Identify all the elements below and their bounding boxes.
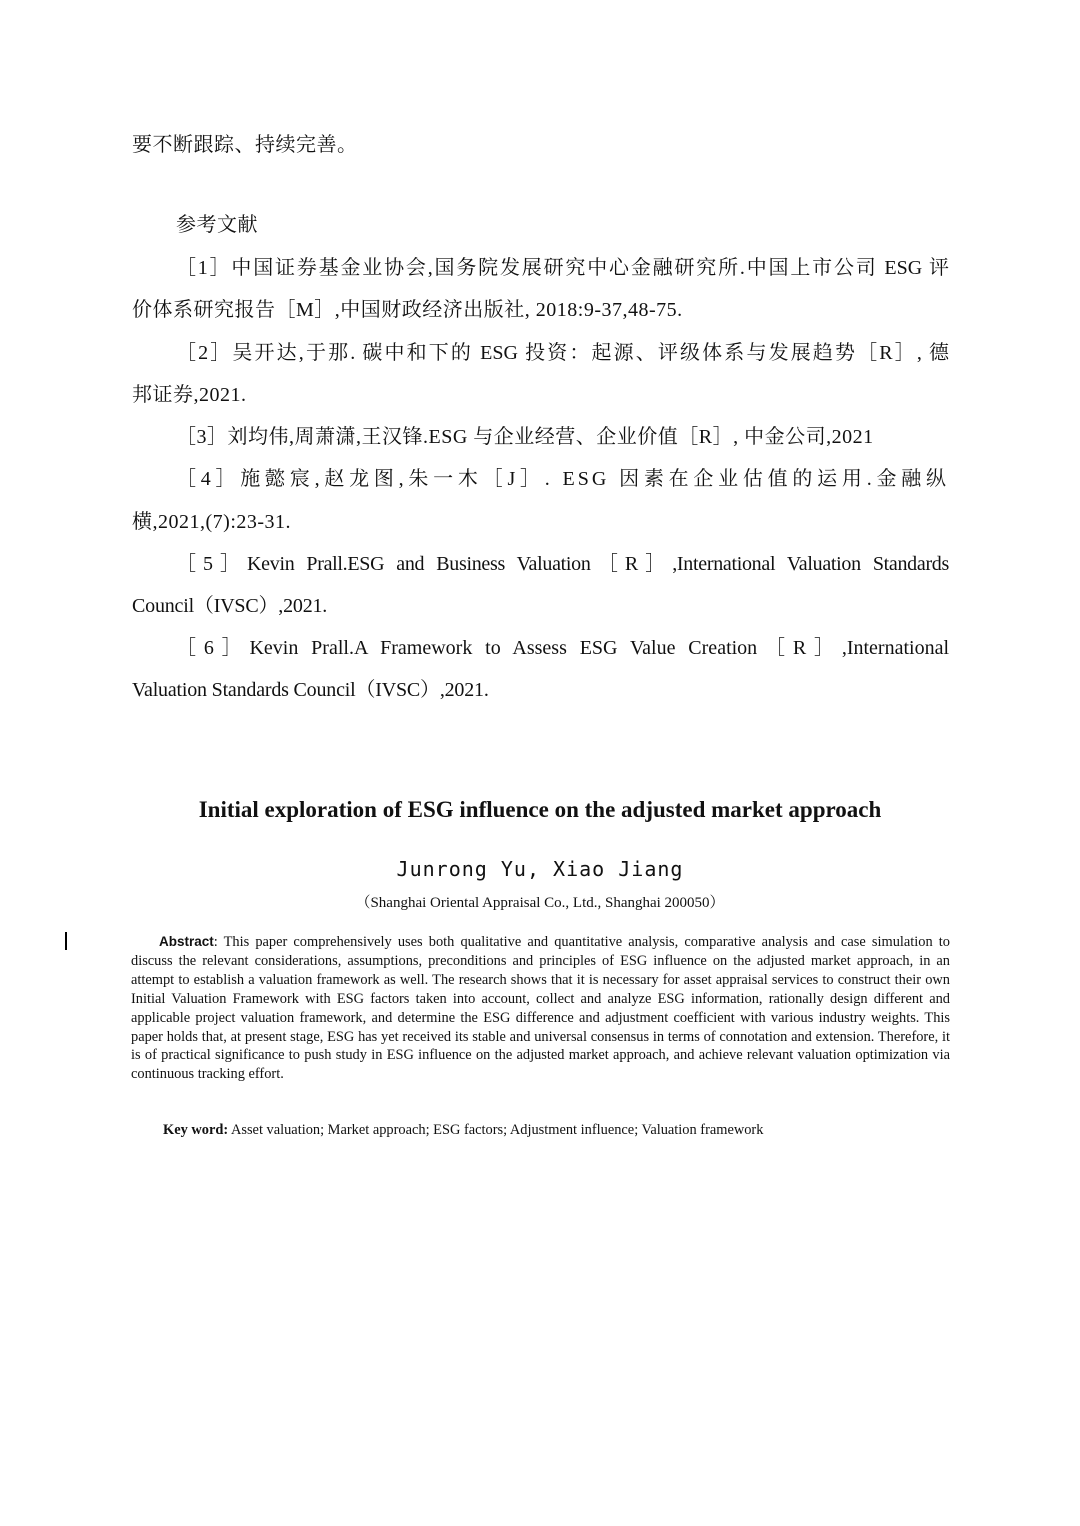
reference-4-line-2: 横,2021,(7):23-31. — [132, 511, 292, 533]
keywords-text: Asset valuation; Market approach; ESG factors; Adjustment influence; Valuation framework — [228, 1122, 764, 1138]
reference-2-line-1: ［2］吴开达,于那. 碳中和下的 ESG 投资：起源、评级体系与发展趋势［R］, 德 — [176, 342, 949, 364]
abstract-text: : This paper comprehensively uses both qualitative and quantitative analysis, comparative analysis and case simulation to discuss the relevant considerations, assumptions, preconditions and principles of ESG influence on the adjusted market approach, in an attempt to establish a valuation framework as well. The research shows that it is necessary for asset appraisal services to construct their own Initial Valuation Framework with ESG factors taken into account, collect and analyze ESG information, rationally design different and applicable project valuation framework, and determine the ESG difference and adjustment coefficient with various industry weights. This paper holds that, at present stage, ESG has yet received its stable and universal consensus in terms of connotation and extension. Therefore, it is of practical significance to push study in ESG influence on the adjusted market approach, and achieve relevant valuation optimization via continuous tracking effort. — [131, 934, 950, 1083]
reference-1-line-1: ［1］中国证券基金业协会,国务院发展研究中心金融研究所.中国上市公司 ESG 评 — [176, 257, 949, 279]
english-abstract — [131, 933, 950, 1084]
english-title: Initial exploration of ESG influence on the adjusted market approach — [198, 797, 882, 822]
reference-5-line-1: ［5］Kevin Prall.ESG and Business Valuation［R］,International Valuation Standards — [176, 553, 949, 575]
english-affiliation: （Shanghai Oriental Appraisal Co., Ltd., Shanghai 200050） — [355, 895, 725, 911]
reference-3-line-1: ［3］刘均伟,周萧潇,王汉锋.ESG 与企业经营、企业价值［R］, 中金公司,2021 — [176, 426, 874, 448]
reference-4-line-1: ［4］施懿宸,赵龙图,朱一木［J］. ESG 因素在企业估值的运用.金融纵 — [176, 468, 949, 490]
english-authors: Junrong Yu, Xiao Jiang — [396, 857, 684, 881]
reference-6-line-2: Valuation Standards Council（IVSC）,2021. — [132, 679, 489, 701]
abstract-label: Abstract — [159, 934, 214, 949]
english-keywords — [163, 1121, 763, 1140]
reference-6-line-1: ［6］Kevin Prall.A Framework to Assess ESG Value Creation［R］,International — [176, 637, 949, 659]
text-cursor — [65, 932, 67, 950]
reference-2-line-2: 邦证券,2021. — [132, 384, 247, 406]
reference-1-line-2: 价体系研究报告［M］,中国财政经济出版社, 2018:9-37,48-75. — [132, 299, 683, 321]
reference-5-line-2: Council（IVSC）,2021. — [132, 595, 328, 617]
body-text-continuation: 要不断跟踪、持续完善。 — [132, 134, 358, 156]
references-heading: 参考文献 — [176, 214, 258, 236]
keywords-label: Key word: — [163, 1122, 229, 1138]
